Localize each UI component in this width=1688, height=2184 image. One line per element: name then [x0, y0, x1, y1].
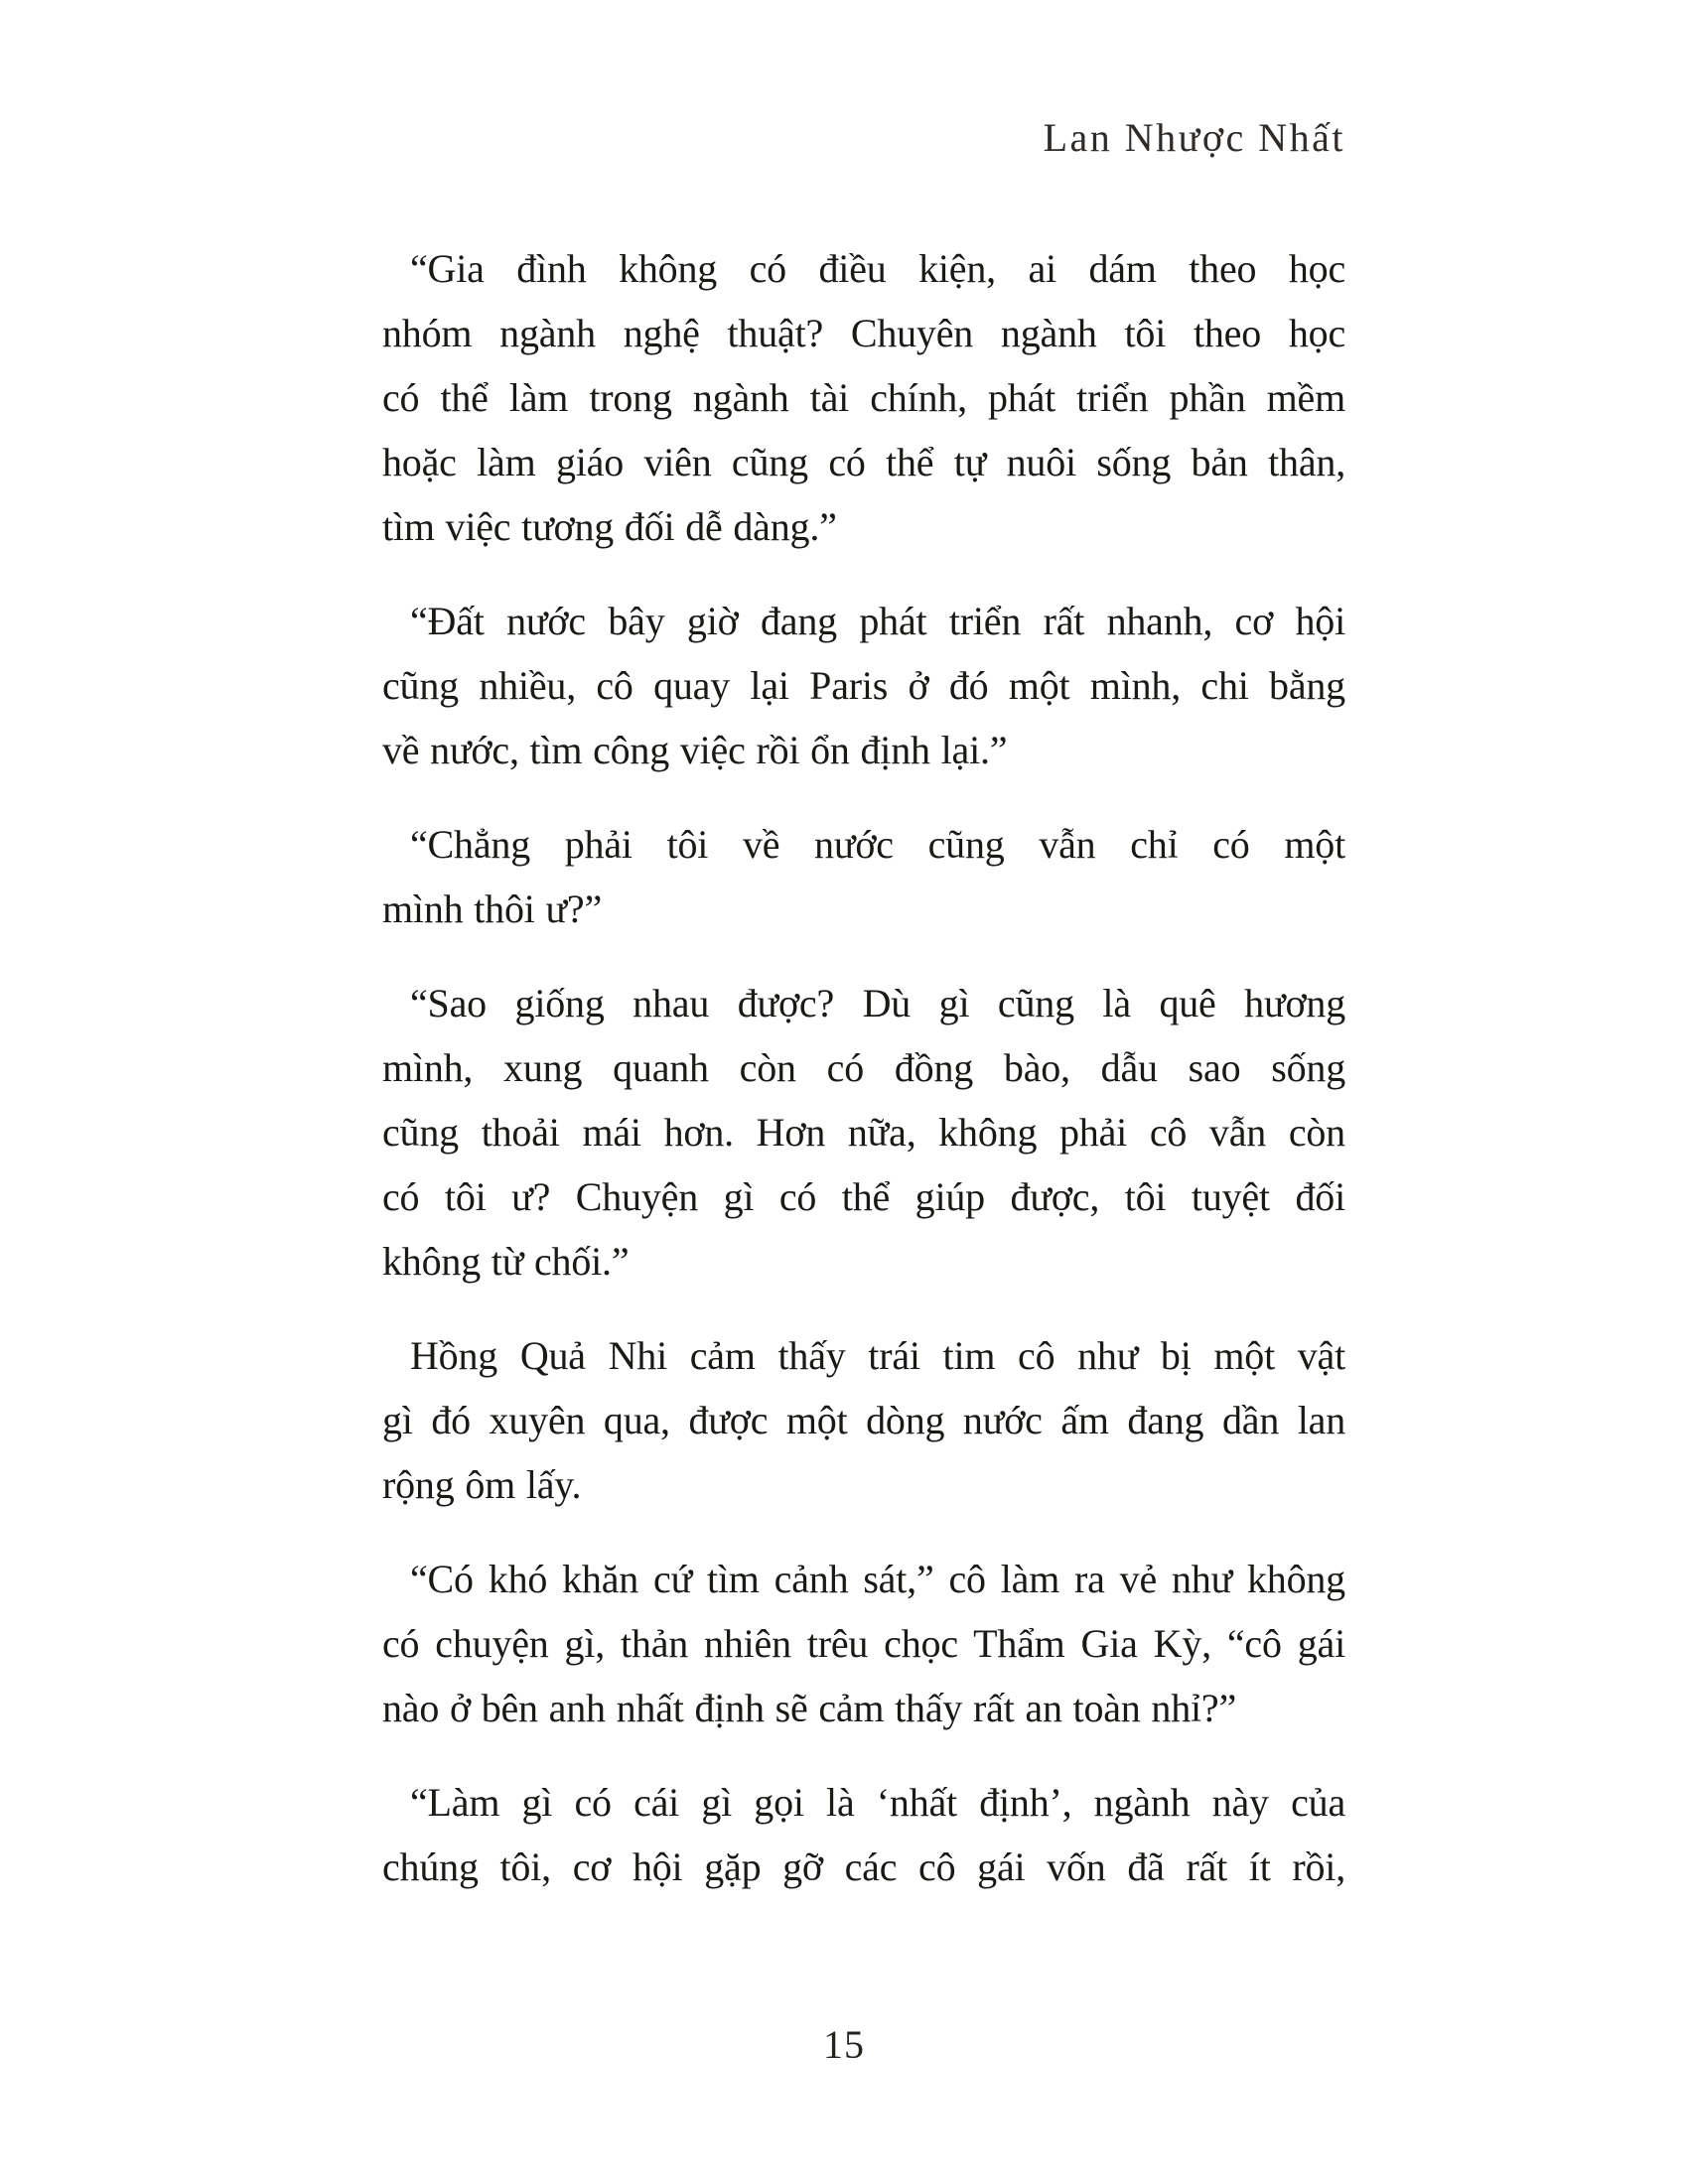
- text-line: có tôi ư? Chuyện gì có thể giúp được, tôi tuyệt đối: [382, 1174, 1345, 1219]
- text-line: “Gia đình không có điều kiện, ai dám theo học: [410, 246, 1345, 291]
- text-line: rộng ôm lấy.: [382, 1462, 582, 1507]
- paragraph-6: [382, 1547, 1345, 1740]
- page-body: [382, 236, 1345, 1929]
- text-line: có thể làm trong ngành tài chính, phát triển phần mềm: [382, 375, 1345, 420]
- paragraph-4: [382, 971, 1345, 1294]
- text-line: chúng tôi, cơ hội gặp gỡ các cô gái vốn đã rất ít rồi,: [382, 1844, 1345, 1889]
- text-line: “Sao giống nhau được? Dù gì cũng là quê hương: [410, 981, 1345, 1025]
- text-line: Hồng Quả Nhi cảm thấy trái tim cô như bị một vật: [410, 1333, 1345, 1378]
- text-line: tìm việc tương đối dễ dàng.”: [382, 504, 837, 549]
- page-number: 15: [823, 2022, 865, 2067]
- text-line: không từ chối.”: [382, 1239, 630, 1284]
- running-header: Lan Nhược Nhất: [1043, 115, 1345, 160]
- paragraph-7: [382, 1770, 1345, 1899]
- text-line: “Làm gì có cái gì gọi là ‘nhất định’, ngành này của: [410, 1780, 1345, 1825]
- text-line: gì đó xuyên qua, được một dòng nước ấm đang dần lan: [382, 1398, 1345, 1442]
- paragraph-2: [382, 589, 1345, 782]
- text-line: có chuyện gì, thản nhiên trêu chọc Thẩm Gia Kỳ, “cô gái: [382, 1621, 1345, 1666]
- text-line: “Đất nước bây giờ đang phát triển rất nhanh, cơ hội: [410, 599, 1345, 643]
- text-line: mình thôi ư?”: [382, 887, 603, 931]
- text-line: về nước, tìm công việc rồi ổn định lại.”: [382, 728, 1008, 772]
- paragraph-5: [382, 1323, 1345, 1517]
- text-line: mình, xung quanh còn có đồng bào, dẫu sao sống: [382, 1045, 1345, 1090]
- paragraph-3: [382, 812, 1345, 941]
- text-line: hoặc làm giáo viên cũng có thể tự nuôi sống bản thân,: [382, 440, 1345, 484]
- paragraph-1: [382, 236, 1345, 559]
- text-line: cũng thoải mái hơn. Hơn nữa, không phải cô vẫn còn: [382, 1110, 1345, 1155]
- text-line: cũng nhiều, cô quay lại Paris ở đó một mình, chi bằng: [382, 663, 1345, 708]
- text-line: “Chẳng phải tôi về nước cũng vẫn chỉ có một: [410, 822, 1345, 867]
- text-line: nhóm ngành nghệ thuật? Chuyên ngành tôi theo học: [382, 311, 1345, 355]
- text-line: nào ở bên anh nhất định sẽ cảm thấy rất an toàn nhỉ?”: [382, 1686, 1237, 1730]
- text-line: “Có khó khăn cứ tìm cảnh sát,” cô làm ra vẻ như không: [410, 1557, 1345, 1601]
